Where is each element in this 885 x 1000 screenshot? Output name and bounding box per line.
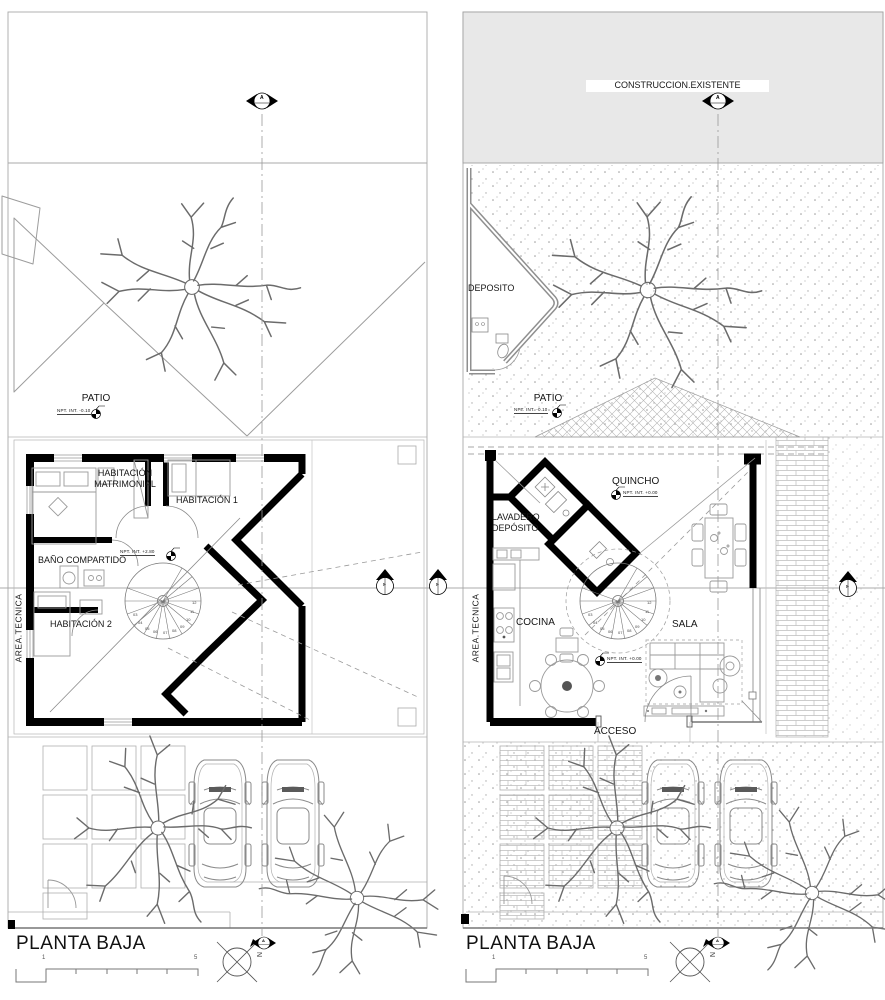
north-compass-icon bbox=[670, 939, 710, 982]
room-label-acceso: ACCESO bbox=[594, 726, 637, 737]
room-label-habitacion1: HABITACIÓN 1 bbox=[176, 495, 238, 505]
left-panel-linework bbox=[2, 12, 466, 1000]
cut-marker-letter: A bbox=[844, 585, 850, 588]
level-marker-icon bbox=[167, 548, 181, 561]
stair-number: 08 bbox=[627, 628, 632, 633]
stair-number: 03 bbox=[133, 612, 138, 617]
cut-marker-icon bbox=[376, 569, 394, 595]
tree-icon bbox=[76, 169, 319, 400]
patio-npt-label: NPT. INT. -0.10 bbox=[57, 408, 91, 413]
stair-number: 06 bbox=[608, 629, 613, 634]
room-label-lavadero-2: DEPÓSITO bbox=[492, 523, 539, 533]
left-scale-bar bbox=[16, 969, 198, 982]
lavadero-counter bbox=[493, 548, 539, 560]
stair-number: 09 bbox=[635, 624, 640, 629]
spiral-stair-icon bbox=[125, 563, 201, 639]
cut-marker-letter: A bbox=[381, 583, 387, 586]
scale-number: 1 bbox=[42, 955, 46, 961]
patio-label: PATIO bbox=[533, 393, 563, 404]
room-label-cocina: COCINA bbox=[516, 617, 555, 628]
stair-number: 07 bbox=[163, 630, 168, 635]
right-scale-bar bbox=[466, 969, 648, 982]
room-label-sala: SALA bbox=[672, 619, 698, 630]
patio-npt-label: NPT. INT. -0.10 bbox=[514, 407, 548, 412]
right-plan-title: PLANTA BAJA bbox=[466, 933, 596, 954]
area-tecnica-label: AREA.TECNICA bbox=[470, 593, 481, 663]
stair-number: 11 bbox=[190, 609, 195, 614]
left-garage bbox=[8, 721, 466, 1000]
stair-number: 04 bbox=[138, 620, 143, 625]
section-marker-letter: A bbox=[716, 95, 720, 101]
area-tecnica-label: AREA.TECNICA bbox=[13, 593, 24, 663]
level-marker-icon bbox=[92, 406, 106, 419]
tree-icon bbox=[238, 791, 467, 1000]
brick-walkway bbox=[776, 437, 828, 737]
stair-number: 12 bbox=[647, 600, 652, 605]
room-label-quincho: QUINCHO bbox=[612, 476, 660, 487]
scale-number: 5 bbox=[644, 955, 648, 961]
stair-number: 10 bbox=[641, 617, 646, 622]
stair-number: 04 bbox=[593, 620, 598, 625]
stair-number: 06 bbox=[153, 629, 158, 634]
stair-number: 08 bbox=[172, 628, 177, 633]
car-icon bbox=[189, 760, 251, 887]
stair-number: 03 bbox=[588, 612, 593, 617]
north-compass-icon bbox=[217, 939, 257, 982]
cut-marker-letter: A bbox=[434, 583, 440, 586]
scale-number: 1 bbox=[492, 955, 496, 961]
left-plan-title: PLANTA BAJA bbox=[16, 933, 146, 954]
car-icon bbox=[262, 760, 324, 887]
sala-npt-label: NPT. INT. +0.00 bbox=[607, 656, 642, 661]
room-label-habitacion2: HABITACIÓN 2 bbox=[50, 619, 112, 629]
existing-construction-label: CONSTRUCCION.EXISTENTE bbox=[586, 80, 769, 92]
section-marker-letter: A bbox=[260, 95, 264, 101]
stair-number: 10 bbox=[186, 617, 191, 622]
stair-number: 09 bbox=[180, 624, 185, 629]
cut-marker-icon bbox=[429, 569, 447, 595]
stair-number: 05 bbox=[600, 626, 605, 631]
room-label-matrimonial: HABITACIÓN bbox=[97, 468, 153, 478]
stair-number: 05 bbox=[145, 626, 150, 631]
stair-number: 07 bbox=[618, 630, 623, 635]
patio-label: PATIO bbox=[81, 393, 111, 404]
npt-interior-label: NPT. INT. +2.80 bbox=[120, 549, 155, 554]
left-patio-roof-lines bbox=[2, 196, 425, 436]
north-letter: N bbox=[708, 951, 716, 958]
section-marker-letter: A bbox=[262, 938, 265, 943]
scale-number: 5 bbox=[194, 955, 198, 961]
right-panel-linework bbox=[461, 12, 885, 1000]
room-label-bano: BAÑO COMPARTIDO bbox=[38, 555, 127, 565]
stair-number: 11 bbox=[645, 609, 650, 614]
room-label-lavadero: LAVADERO bbox=[492, 512, 540, 522]
stair-number: 12 bbox=[192, 600, 197, 605]
sala-furniture bbox=[644, 640, 742, 716]
section-marker-letter: A bbox=[716, 938, 719, 943]
room-label-deposito: DEPOSITO bbox=[468, 283, 515, 293]
north-letter: N bbox=[255, 951, 263, 958]
quincho-npt-label: NPT. INT. +0.00 bbox=[623, 490, 658, 495]
room-label-matrimonial-2: MATRIMONIAL bbox=[94, 479, 156, 489]
quincho-table bbox=[692, 504, 746, 592]
